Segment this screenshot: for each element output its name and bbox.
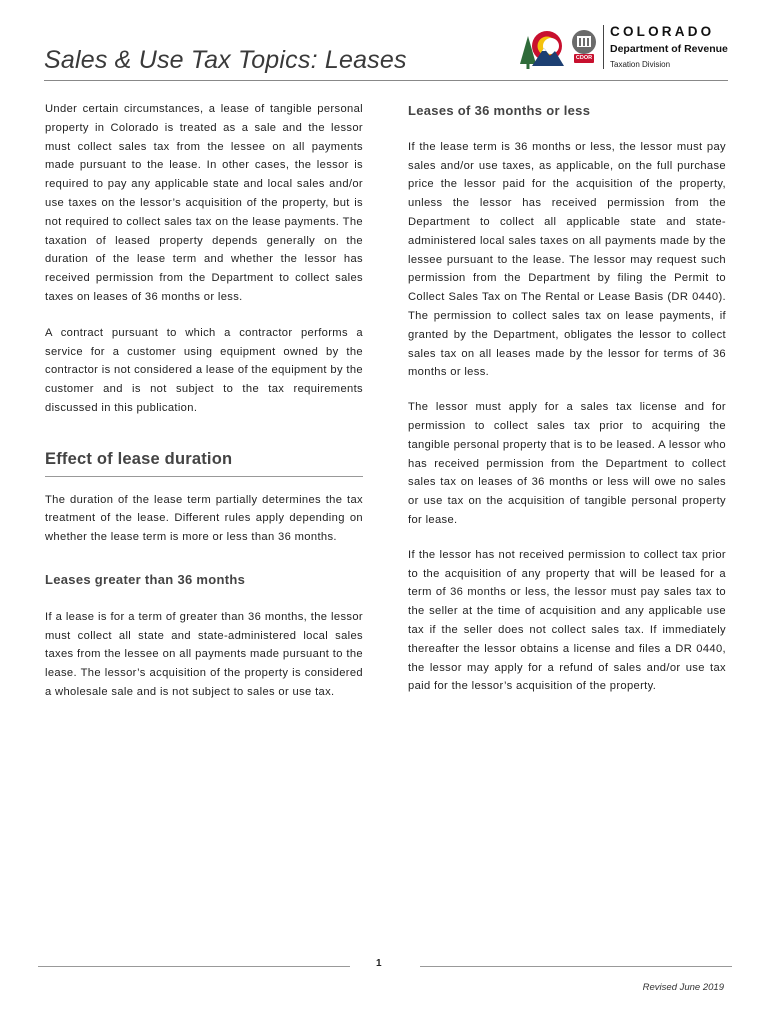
footer-rule-left	[38, 966, 350, 967]
header-divider	[44, 80, 728, 81]
logo-division: Taxation Division	[610, 60, 671, 69]
36-or-less-paragraph-1: If the lease term is 36 months or less, the lessor must pay sales and/or use taxes, as applicable, on the full purchase price the lessor paid for the acquisition of the property, unless the lessor has received permission from the Department to collect all applicable state and state-administered local sales taxes on all payments made by the lessee pursuant to the lease. The lessor may request such permission from the Department by filing the Permit to Collect Sales Tax on The Rental or Lease Basis (DR 0440). The permission to collect sales tax on lease payments, if granted by the Department, obligates the lessor to collect sales tax on all leases made by the lessor for terms of 36 months or less.	[408, 140, 726, 379]
revision-date: Revised June 2019	[642, 982, 724, 993]
logo-divider	[603, 25, 604, 69]
intro-paragraph-1: Under certain circumstances, a lease of tangible personal property in Colorado is treated as a sale and the lessor must collect sales tax from the lessee on all payments made pursuant to the lease. In other cases, the lessor is required to pay any applicable state and local sales and/or use taxes on the lessor’s acquisition of the property, but is not required to collect sales tax on the lease payments. The taxation of leased property depends generally on the duration of the lease term and whether the lessor has received permission from the Department to collect sales taxes on leases of 36 months or less.	[45, 103, 363, 303]
page-title: Sales & Use Tax Topics: Leases	[44, 46, 407, 74]
colorado-c-mountain-icon	[512, 22, 612, 74]
badge-text: CDOR	[575, 55, 593, 61]
subheading-greater-than-36: Leases greater than 36 months	[45, 571, 246, 587]
right-column	[408, 102, 726, 696]
lease-duration-paragraph: The duration of the lease term partially determines the tax treatment of the lease. Different rules apply depending on whether the lease term is more or less than 36 months.	[45, 493, 363, 544]
36-or-less-paragraph-3: If the lessor has not received permission to collect tax prior to the acquisition of any property that will be leased for a term of 36 months or less, the lessor must pay sales tax to the seller at the time of acquisition and any applicable use tax if the seller does not collect sales tax. If immediately thereafter the lessor obtains a license and files a DR 0440, the lessor may apply for a refund of sales and/or use tax paid for the lessor’s acquisition of the property.	[408, 548, 726, 693]
footer-rule-right	[420, 966, 732, 967]
section-divider	[45, 476, 363, 477]
intro-paragraph-2: A contract pursuant to which a contractor performs a service for a customer using equipment owned by the contractor is not considered a lease of the equipment by the customer and is not subject to the tax requirements discussed in this publication.	[45, 326, 363, 414]
36-or-less-paragraph-2: The lessor must apply for a sales tax license and for permission to collect sales tax prior to acquiring the tangible personal property that is to be leased. A lessor who has received permission from the Department to collect sales tax on leases of 36 months or less will owe no sales or use tax on the acquisition of tangible personal property for lease.	[408, 401, 726, 526]
subheading-36-or-less: Leases of 36 months or less	[408, 103, 591, 118]
logo-department: Department of Revenue	[610, 43, 728, 55]
section-heading-lease-duration: Effect of lease duration	[45, 449, 233, 468]
logo-text-block	[610, 24, 728, 69]
left-column	[45, 100, 363, 702]
greater-than-36-paragraph: If a lease is for a term of greater than 36 months, the lessor must collect all state and state-administered local sales taxes from the lessee on all payments made pursuant to the lease. The lessor’s acquisition of the property is considered a wholesale sale and is not subject to sales or use tax.	[45, 610, 363, 698]
logo-state: COLORADO	[610, 24, 715, 39]
page-number: 1	[376, 958, 382, 969]
